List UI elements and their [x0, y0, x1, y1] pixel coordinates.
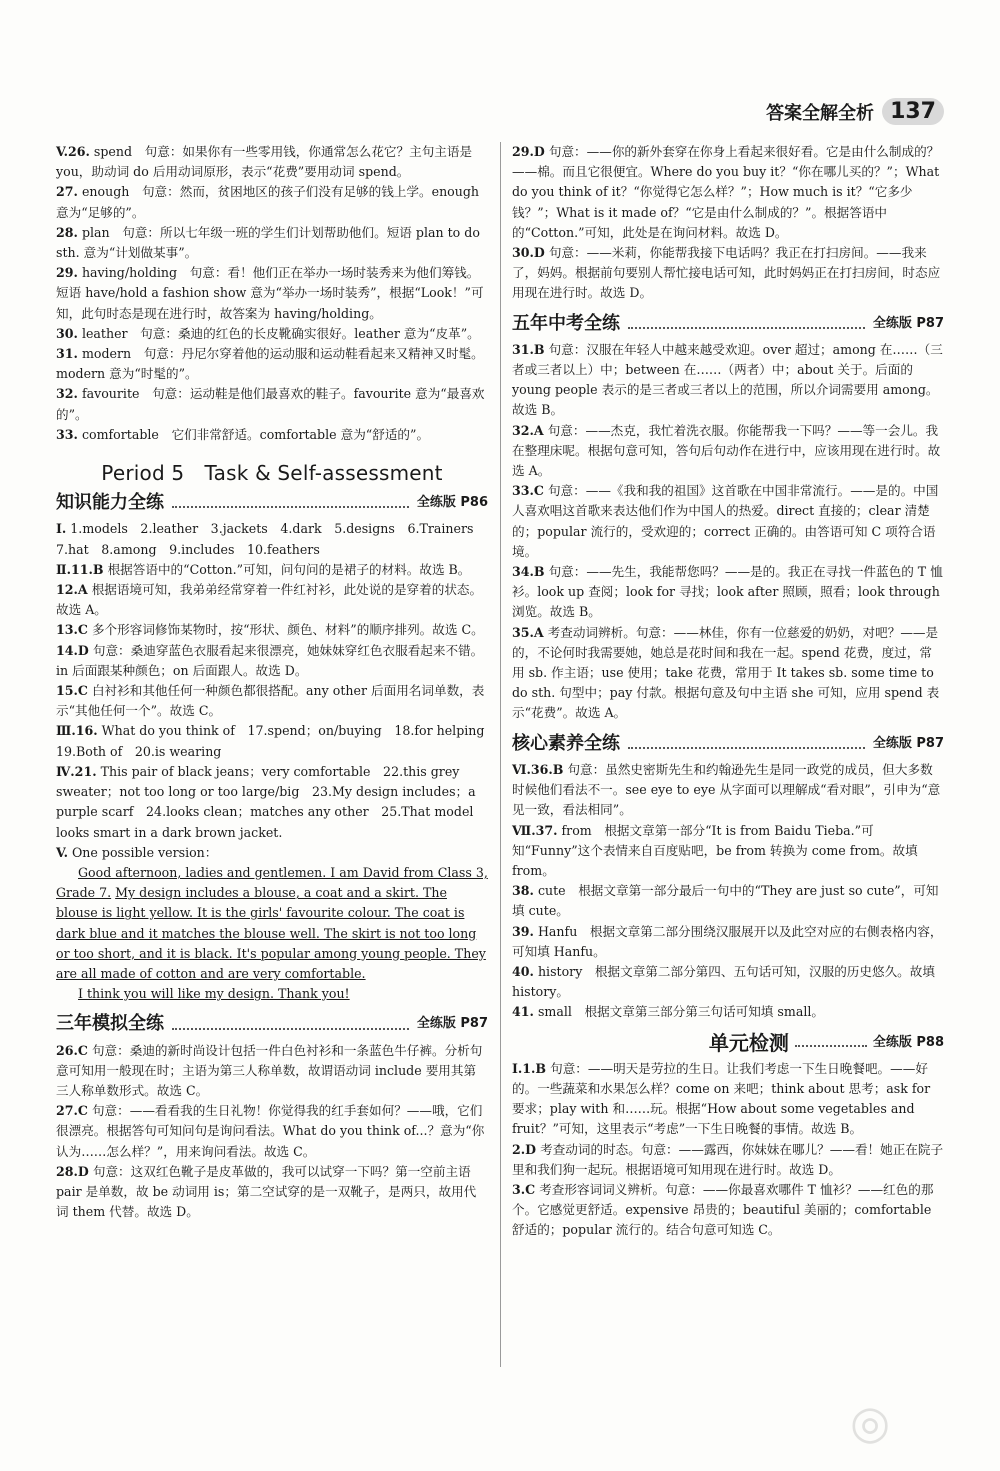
answer-entry [512, 623, 944, 724]
section-title: 三年模拟全练 [56, 1013, 164, 1035]
answer-entry [56, 641, 488, 681]
section-heading [56, 1014, 488, 1034]
answer-number: 33.C [512, 483, 544, 499]
dotted-leader [172, 506, 409, 508]
answer-number: Ⅳ.21. [56, 763, 97, 779]
answer-entry [512, 421, 944, 482]
answer-entry [56, 620, 488, 640]
answer-entry [56, 344, 488, 384]
answer-number: 29. [56, 265, 78, 281]
answer-entry [56, 223, 488, 263]
answer-number: 15.C [56, 683, 88, 699]
answer-text: 句意：——杰克，我忙着洗衣服。你能帮我一下吗？——等一会儿。我在整理床呢。根据句意可知，答句后句动作在进行中，应该用现在进行时。故选 A。 [512, 422, 941, 479]
essay-line: My design includes a blouse, a coat and a skirt. The blouse is light yellow. It is the girls' favourite colour. The coat is dark blue and it matches the blouse well. The skirt is not too long or too short, and it is black. It's popular among young people. They are all made of cotton and are very comfortable. [56, 885, 486, 981]
answer-number: 30.D [512, 245, 545, 261]
period-title: Period 5 Task & Self-assessment [101, 461, 443, 486]
answer-text: history 根据文章第二部分第四、五句话可知，汉服的历史悠久。故填 history。 [512, 963, 935, 1000]
answer-entry [56, 843, 488, 863]
answer-text: favourite 句意：运动鞋是他们最喜欢的鞋子。favourite 意为“最喜欢的”。 [56, 386, 485, 422]
answer-text: enough 句意：然而，贫困地区的孩子们没有足够的钱上学。enough 意为“足够的”。 [56, 184, 480, 220]
answer-entry [512, 340, 944, 421]
answer-text: leather 句意：桑迪的红色的长皮靴确实很好。leather 意为“皮革”。 [81, 325, 480, 341]
left-column [56, 142, 498, 1222]
answer-entry [56, 384, 488, 424]
answer-entry [56, 425, 488, 445]
answer-number: Ⅵ.36.B [512, 761, 564, 777]
answer-text: 考查动词辨析。句意：——林佳，你有一位慈爱的奶奶，对吧？——是的，不论何时我需要她，她总是花时间和我在一起。spend 花费，度过，常用 sb. 作主语；use 使用；take 花费，常用于 It takes sb. some time to do sth. 句型中；pay 付款。根据句意及句中主语 she 可知，应用 spend 表示“花费”。故选 A。 [512, 624, 940, 721]
section-title: 五年中考全练 [512, 312, 620, 334]
dotted-leader [628, 327, 865, 329]
section-heading [512, 314, 944, 334]
answer-number: Ⅱ.11.B [56, 561, 104, 577]
answer-entry [512, 1002, 944, 1022]
answer-number: 31.B [512, 341, 545, 357]
section-title: 知识能力全练 [56, 492, 164, 514]
answer-number: 28. [56, 224, 78, 240]
answer-number: 28.D [56, 1163, 89, 1179]
answer-number: 41. [512, 1004, 534, 1020]
section-ref: 全练版 P86 [416, 495, 488, 511]
answer-text: 句意：——明天是劳拉的生日。让我们考虑一下生日晚餐吧。——好的。一些蔬菜和水果怎么样？come on 来吧；think about 思考；ask for 要求；play with 和……玩。根据“How about some vegetables and fruit？”可知，这里表示“考虑”一下生日晚餐的事情。故选 B。 [512, 1060, 931, 1137]
answer-text: 句意：——《我和我的祖国》这首歌在中国非常流行。——是的。中国人喜欢唱这首歌来表达他们作为中国人的热爱。direct 直接的；clear 清楚的；popular 流行的，受欢迎的；correct 正确的。由答语可知 C 项符合语境。 [512, 483, 939, 559]
answer-list [56, 1041, 488, 1223]
answer-text: 句意：桑迪穿蓝色衣服看起来很漂亮，她妹妹穿红色衣服看起来不错。in 后面跟某种颜色；on 后面跟人。故选 D。 [56, 642, 484, 678]
answer-entry [56, 560, 488, 580]
answer-number: 14.D [56, 642, 89, 658]
answer-number: 33. [56, 426, 78, 442]
answer-text: 句意：桑迪的新时尚设计包括一件白色衬衫和一条蓝色牛仔裤。分析句意可知用一般现在时；主语为第三人称单数，故谓语动词 include 要用其第三人称单数形式。故选 C。 [56, 1042, 483, 1098]
answer-text: comfortable 它们非常舒适。comfortable 意为“舒适的”。 [81, 426, 430, 442]
answer-entry [512, 922, 944, 962]
answer-number: 40. [512, 963, 534, 979]
answer-number: 26.C [56, 1042, 88, 1058]
answer-entry [56, 681, 488, 721]
answer-entry [56, 1162, 488, 1223]
header-title: 答案全解全析 [766, 102, 875, 124]
right-column [512, 142, 944, 1241]
answer-text: This pair of black jeans；very comfortable 22.this grey sweater；not too long or too large/big 23.My design includes；a purple scarf 24.looks clean；matches any other 25.That model looks smart in a dark brown jacket. [56, 763, 476, 840]
answer-entry [512, 1180, 944, 1241]
answer-text: 根据语境可知，我弟弟经常穿着一件红衬衫，此处说的是穿着的状态。故选 A。 [56, 582, 483, 618]
dotted-leader [795, 1045, 867, 1047]
answer-number: 34.B [512, 564, 545, 580]
answer-entry [512, 142, 944, 243]
answer-entry [56, 263, 488, 324]
answer-entry [56, 721, 498, 761]
answer-entry [512, 962, 944, 1002]
answer-entry [56, 324, 488, 344]
answer-text: Hanfu 根据文章第二部分围绕汉服展开以及此空对应的右侧表格内容，可知填 Hanfu。 [512, 923, 943, 959]
answer-text: having/holding 句意：看！他们正在举办一场时装秀来为他们筹钱。短语 have/hold a fashion show 意为“举办一场时装秀”，根据“Look！”可知，此句时态是现在进行时，故答案为 having/holding。 [56, 265, 484, 321]
answer-text: What do you think of 17.spend；on/buying 18.for helping 19.Both of 20.is wearing [56, 723, 498, 759]
dotted-leader [172, 1028, 409, 1030]
answer-text: 1.models 2.leather 3.jackets 4.dark 5.designs 6.Trainers 7.hat 8.among 9.includes 10.feathers [56, 521, 487, 557]
answer-text: 句意：这双红色靴子是皮革做的，我可以试穿一下吗？第一空前主语 pair 是单数，故 be 动词用 is；第二空试穿的是一双靴子，是两只，故用代词 them 代替。故选 D。 [56, 1163, 477, 1220]
answer-number: 35.A [512, 624, 544, 640]
answer-entry [512, 562, 944, 623]
answer-list [512, 142, 944, 304]
answer-entry [56, 580, 488, 620]
answer-text: 考查形容词词义辨析。句意：——你最喜欢哪件 T 恤衫？——红色的那个。它感觉更舒适。expensive 昂贵的；beautiful 美丽的；comfortable 舒适的；popular 流行的。结合句意可知选 C。 [512, 1181, 934, 1238]
answer-number: 32. [56, 386, 78, 402]
answer-text: 根据答语中的“Cotton.”可知，问句问的是裙子的材料。故选 B。 [107, 561, 471, 577]
answer-number: 30. [56, 325, 78, 341]
section-ref: 全练版 P87 [872, 735, 944, 751]
answer-entry [512, 760, 944, 821]
sample-essay [56, 863, 488, 1004]
unit-heading [512, 1030, 944, 1055]
answer-text: cute 根据文章第一部分最后一句中的“They are just so cute”，可知填 cute。 [512, 883, 939, 919]
essay-line: I think you will like my design. Thank you! [78, 986, 350, 1002]
answer-list [56, 519, 498, 862]
answer-number: 3.C [512, 1181, 536, 1197]
answer-number: 12.A [56, 582, 88, 598]
answer-entry [512, 243, 944, 304]
answer-list [512, 340, 944, 724]
unit-title: 单元检测 [708, 1030, 789, 1055]
answer-number: 27. [56, 184, 78, 200]
answer-text: 句意：——看看我的生日礼物！你觉得我的红手套如何？——哦，它们很漂亮。根据答句可知问句是询问看法。What do you think of...？意为“你认为……怎么样？”，用来询问看法。故选 C。 [56, 1103, 485, 1159]
essay-line: Good afternoon, ladies and gentlemen. I am David from Class 3, Grade 7. [56, 864, 488, 901]
answer-number: Ⅰ. [56, 521, 67, 537]
answer-number: Ⅰ.1.B [512, 1060, 547, 1076]
answer-entry [512, 481, 944, 562]
answer-entry [56, 1101, 488, 1162]
answer-list [512, 760, 944, 1023]
answer-number: 32.A [512, 422, 544, 438]
answer-text: modern 句意：丹尼尔穿着他的运动服和运动鞋看起来又精神又时髦。modern 意为“时髦的”。 [56, 346, 484, 382]
answer-entry [56, 519, 488, 559]
answer-text: 句意：——先生，我能帮您吗？——是的。我正在寻找一件蓝色的 T 恤衫。look up 查阅；look for 寻找；look after 照顾，照看；look through 浏览。故选 B。 [512, 564, 943, 620]
answer-text: from 根据文章第一部分“It is from Baidu Tieba.”可知“Funny”这个表情来自百度贴吧，be from 转换为 come from。故填 from。 [512, 822, 918, 878]
answer-list [512, 1059, 944, 1241]
answer-text: 句意：虽然史密斯先生和约翰逊先生是同一政党的成员，但大多数时候他们看法不一。see eye to eye 从字面可以理解成“看对眼”，引申为“意见一致，看法相同”。 [512, 761, 941, 818]
answer-entry [56, 762, 488, 843]
unit-ref: 全练版 P88 [872, 1034, 944, 1050]
answer-text: 多个形容词修饰某物时，按“形状、颜色、材料”的顺序排列。故选 C。 [91, 622, 484, 638]
answer-text: plan 句意：所以七年级一班的学生们计划帮助他们。短语 plan to do sth. 意为“计划做某事”。 [56, 224, 480, 261]
page-header [766, 98, 944, 125]
dotted-leader [628, 747, 865, 749]
answer-text: One possible version： [71, 844, 218, 860]
answer-number: Ⅲ.16. [56, 723, 98, 739]
answer-text: 句意：汉服在年轻人中越来越受欢迎。over 超过；among 在……（三者或三者以上）中；between 在……（两者）中；about 关于。后面的 young people 表示的是三者或三者以上的范围，所以介词需要用 among。故选 B。 [512, 341, 943, 418]
answer-text: spend 句意：如果你有一些零用钱，你通常怎么花它？主句主语是 you，助动词 do 后用动词原形，表示“花费”要用动词 spend。 [56, 144, 473, 180]
section-ref: 全练版 P87 [872, 315, 944, 331]
answer-number: 13.C [56, 622, 88, 638]
answer-entry [56, 142, 488, 182]
answer-text: 句意：——你的新外套穿在你身上看起来很好看。它是由什么制成的？——棉。而且它很便宜。Where do you buy it？“你在哪儿买的？”；What do you think of it？“你觉得它怎么样？”；How much is it？“它多少钱？”；What is it made of？“它是由什么制成的？”。根据答语中的“Cotton.”可知，此处是在询问材料。故选 D。 [512, 144, 940, 240]
answer-text: small 根据文章第三部分第三句话可知填 small。 [537, 1004, 824, 1020]
answer-entry [56, 182, 488, 222]
answer-number: 39. [512, 923, 534, 939]
answer-text: 白衬衫和其他任何一种颜色都很搭配。any other 后面用名词单数，表示“其他任何一个”。故选 C。 [56, 683, 485, 719]
answer-number: 38. [512, 883, 534, 899]
answer-entry [512, 881, 944, 921]
answer-number: V. [56, 844, 68, 860]
answer-text: 考查动词的时态。句意：——露西，你妹妹在哪儿？——看！她正在院子里和我们狗一起玩。根据语境可知用现在进行时。故选 D。 [512, 1141, 944, 1177]
answer-entry [512, 1059, 944, 1140]
answer-number: 27.C [56, 1103, 88, 1119]
section-ref: 全练版 P87 [416, 1016, 488, 1032]
answer-entry [56, 1041, 488, 1102]
page-number: 137 [882, 98, 944, 125]
answer-entry [512, 1140, 944, 1180]
answer-number: Ⅶ.37. [512, 822, 558, 838]
section-title: 核心素养全练 [512, 732, 620, 754]
answer-number: 2.D [512, 1141, 537, 1157]
section-heading [56, 493, 488, 513]
watermark-logo: ◎ [850, 1395, 891, 1449]
answer-number: 31. [56, 346, 78, 362]
answer-entry [512, 821, 944, 882]
section-heading [512, 734, 944, 754]
column-divider [500, 142, 501, 1367]
answer-text: 句意：——米莉，你能帮我接下电话吗？我正在打扫房间。——我来了，妈妈。根据前句要别人帮忙接电话可知，此时妈妈正在打扫房间，时态应用现在进行时。故选 D。 [512, 245, 941, 301]
answer-number: 29.D [512, 144, 545, 159]
answer-number: V.26. [56, 144, 90, 159]
answer-list [56, 142, 488, 445]
